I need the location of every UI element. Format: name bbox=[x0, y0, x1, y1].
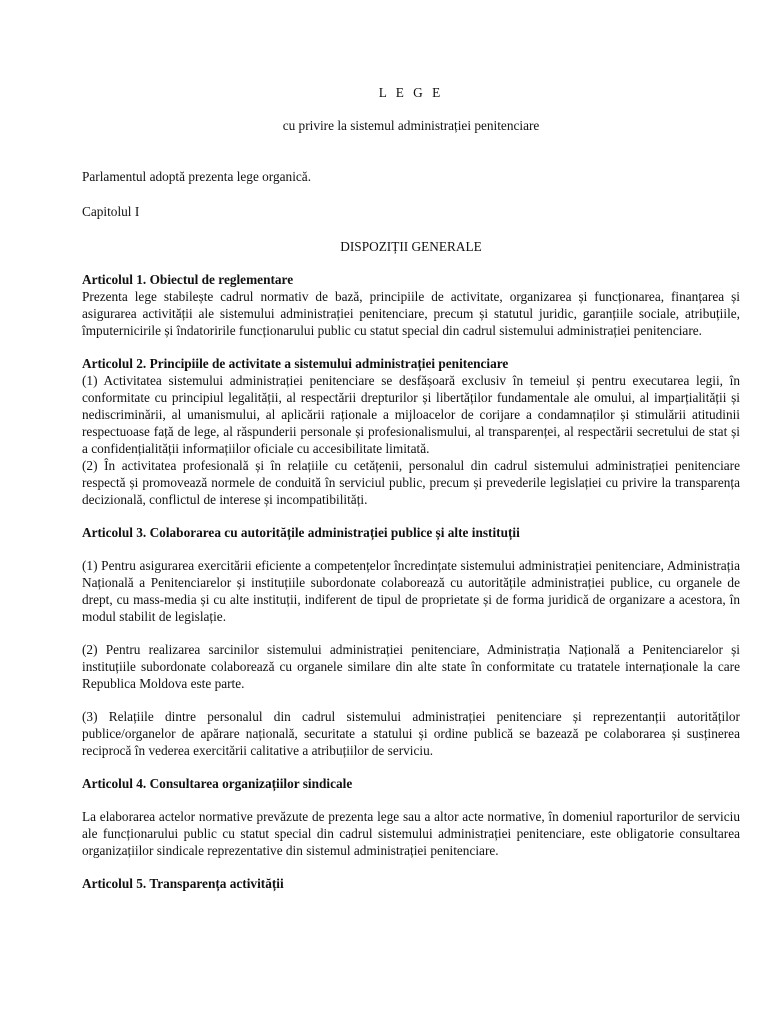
article-heading: Articolul 4. Consultarea organizațiilor sindicale bbox=[82, 776, 353, 791]
article-2 bbox=[82, 355, 740, 508]
article-heading: Articolul 1. Obiectul de reglementare bbox=[82, 272, 294, 287]
chapter-title: DISPOZIȚII GENERALE bbox=[340, 239, 482, 254]
intro-text: Parlamentul adoptă prezenta lege organică. bbox=[82, 169, 312, 184]
article-4 bbox=[82, 775, 740, 859]
article-paragraph: Prezenta lege stabilește cadrul normativ de bază, principiile de activitate, organizarea și funcționarea, finanțarea și asigurarea activității ale sistemului administrației penitenciare, precum și statutul juridic, garanțiile sociale, atribuțiile, împuternicirile și îndatoririle funcționarului public cu statut special din cadrul sistemului administrației penitenciare. bbox=[82, 289, 740, 338]
article-heading: Articolul 5. Transparența activității bbox=[82, 876, 284, 891]
article-5 bbox=[82, 875, 740, 892]
article-paragraph: (1) Pentru asigurarea exercitării eficiente a competențelor încredințate sistemului administrației penitenciare, Administrația Națională a Penitenciarelor și instituțiile subordonate colaborează cu autoritățile administrației publice, cu organele de drept, cu mass-media și cu alte instituții, indiferent de tipul de proprietate și de forma juridică de organizare a acestora, în modul stabilit de legislație. bbox=[82, 558, 740, 624]
article-paragraph: (1) Activitatea sistemului administrației penitenciare se desfășoară exclusiv în temeiul și pentru executarea legii, în conformitate cu principiul legalității, al respectării drepturilor și libertăților fundamentale ale omului, al imparțialității și nediscriminării, al umanismului, al aplicării raționale a mijloacelor de corijare a condamnaților și stimulării atitudinii respectuoase față de lege, al răspunderii personale și profesionalismului, al transparenței, al respectării secretului de stat și a confidențialității informațiilor oficiale cu accesibilitate limitată. bbox=[82, 373, 740, 456]
law-title: L E G E bbox=[378, 85, 444, 100]
article-heading: Articolul 3. Colaborarea cu autoritățile administrației publice și alte instituții bbox=[82, 525, 520, 540]
article-1 bbox=[82, 271, 740, 339]
chapter-label: Capitolul I bbox=[82, 204, 140, 219]
article-paragraph: La elaborarea actelor normative prevăzute de prezenta lege sau a altor acte normative, în domeniul raporturilor de serviciu ale funcționarului public cu statut special din cadrul sistemului administrației penitenciare, este obligatorie consultarea organizațiilor sindicale reprezentative din sistemul administrației penitenciare. bbox=[82, 809, 740, 858]
article-paragraph: (3) Relațiile dintre personalul din cadrul sistemului administrației penitenciare și reprezentanții autorităților publice/organelor de apărare națională, securitate a statului și ordine publică se bazează pe colaborarea și susținerea reciprocă în vederea exercitării calitative a atribuțiilor de serviciu. bbox=[82, 709, 740, 758]
article-heading: Articolul 2. Principiile de activitate a sistemului administrației penitenciare bbox=[82, 356, 509, 371]
article-paragraph: (2) Pentru realizarea sarcinilor sistemului administrației penitenciare, Administrația Națională a Penitenciarelor și instituțiile subordonate colaborează cu organele similare din alte state în conformitate cu tratatele internaționale la care Republica Moldova este parte. bbox=[82, 642, 740, 691]
article-paragraph: (2) În activitatea profesională și în relațiile cu cetățenii, personalul din cadrul sistemului administrației penitenciare respectă și promovează normele de conduită în serviciul public, precum și prevederile legislației cu privire la transparența decizională, conflictul de interese și incompatibilități. bbox=[82, 458, 740, 507]
law-subtitle: cu privire la sistemul administrației penitenciare bbox=[282, 118, 540, 133]
article-3 bbox=[82, 524, 740, 759]
